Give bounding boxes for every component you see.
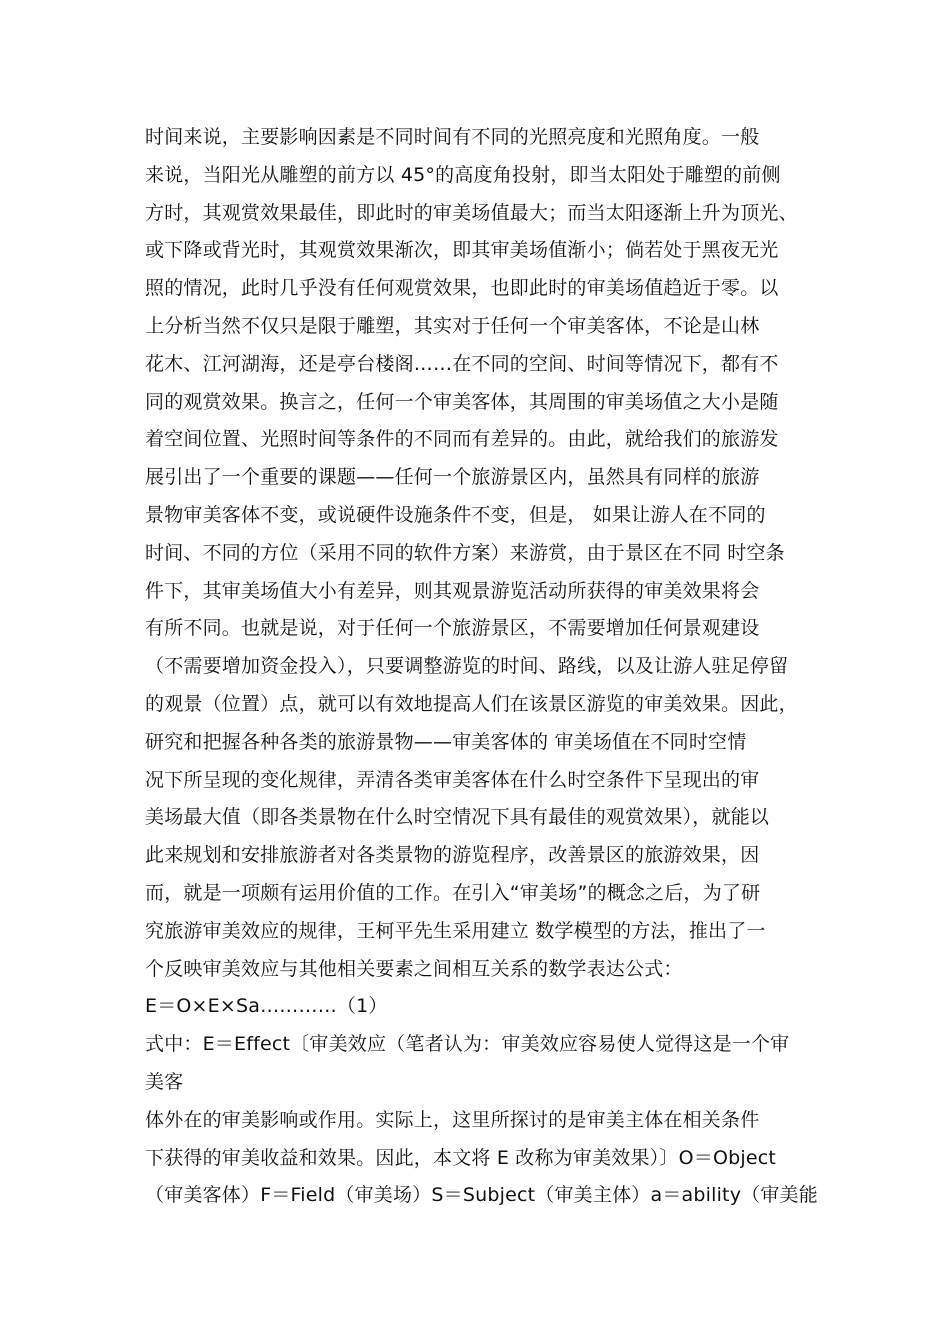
text-line: 而，就是一项颇有运用价值的工作。在引入“审美场”的概念之后，为了研 — [145, 881, 761, 904]
text-line: 研究和把握各种各类的旅游景物——审美客体的 审美场值在不同时空情 — [145, 730, 747, 753]
text-line: 式中：E＝Effect〔审美效应（笔者认为：审美效应容易使人觉得这是一个审 — [145, 1033, 790, 1056]
text-line: 有所不同。也就是说，对于任何一个旅游景区，不需要增加任何景观建设 — [145, 617, 760, 640]
document-body — [145, 119, 818, 1215]
formula-line: E＝O×E×Sa…………（1） — [145, 995, 388, 1018]
text-line: 下获得的审美收益和效果。因此，本文将 E 改称为审美效果）〕O＝Object — [145, 1146, 777, 1169]
text-line: 方时，其观赏效果最佳，即此时的审美场值最大；而当太阳逐渐上升为顶光、 — [145, 201, 798, 224]
text-line: 的观景（位置）点，就可以有效地提高人们在该景区游览的审美效果。因此， — [145, 692, 798, 715]
text-line: 时间来说，主要影响因素是不同时间有不同的光照亮度和光照角度。一般 — [145, 126, 760, 148]
text-line: 体外在的审美影响或作用。实际上，这里所探讨的是审美主体在相关条件 — [145, 1108, 760, 1131]
text-line: 究旅游审美效应的规律，王柯平先生采用建立 数学模型的方法，推出了一 — [145, 919, 766, 942]
text-line: 件下，其审美场值大小有差异，则其观景游览活动所获得的审美效果将会 — [145, 579, 760, 602]
text-line: 时间、不同的方位（采用不同的软件方案）来游赏，由于景区在不同 时空条 — [145, 541, 785, 564]
text-line: （审美客体）F＝Field（审美场）S＝Subject（审美主体）a＝ability（审美能 — [145, 1184, 818, 1207]
text-line: 个反映审美效应与其他相关要素之间相互关系的数学表达公式： — [145, 957, 683, 980]
text-line: 同的观赏效果。换言之，任何一个审美客体，其周围的审美场值之大小是随 — [145, 390, 779, 413]
text-line: 景物审美客体不变，或说硬件设施条件不变，但是， 如果让游人在不同的 — [145, 503, 766, 526]
text-line: 此来规划和安排旅游者对各类景物的游览程序，改善景区的旅游效果，因 — [145, 844, 760, 867]
text-line: 美场最大值（即各类景物在什么时空情况下具有最佳的观赏效果），就能以 — [145, 806, 770, 829]
text-line: （不需要增加资金投入），只要调整游览的时间、路线，以及让游人驻足停留 — [145, 655, 789, 678]
text-line: 花木、江河湖海，还是亭台楼阁……在不同的空间、时间等情况下，都有不 — [145, 352, 779, 375]
text-line: 或下降或背光时，其观赏效果渐次，即其审美场值渐小；倘若处于黑夜无光 — [145, 239, 779, 262]
text-line: 展引出了一个重要的课题——任何一个旅游景区内，虽然具有同样的旅游 — [145, 466, 760, 489]
text-line: 况下所呈现的变化规律，弄清各类审美客体在什么时空条件下呈现出的审 — [145, 768, 760, 791]
text-line: 来说，当阳光从雕塑的前方以 45°的高度角投射，即当太阳处于雕塑的前侧 — [145, 163, 781, 186]
text-line: 上分析当然不仅只是限于雕塑，其实对于任何一个审美客体，不论是山林 — [145, 314, 760, 337]
text-line: 着空间位置、光照时间等条件的不同而有差异的。由此，就给我们的旅游发 — [145, 428, 779, 451]
text-line: 美客 — [145, 1070, 184, 1093]
text-line: 照的情况，此时几乎没有任何观赏效果，也即此时的审美场值趋近于零。以 — [145, 277, 779, 300]
